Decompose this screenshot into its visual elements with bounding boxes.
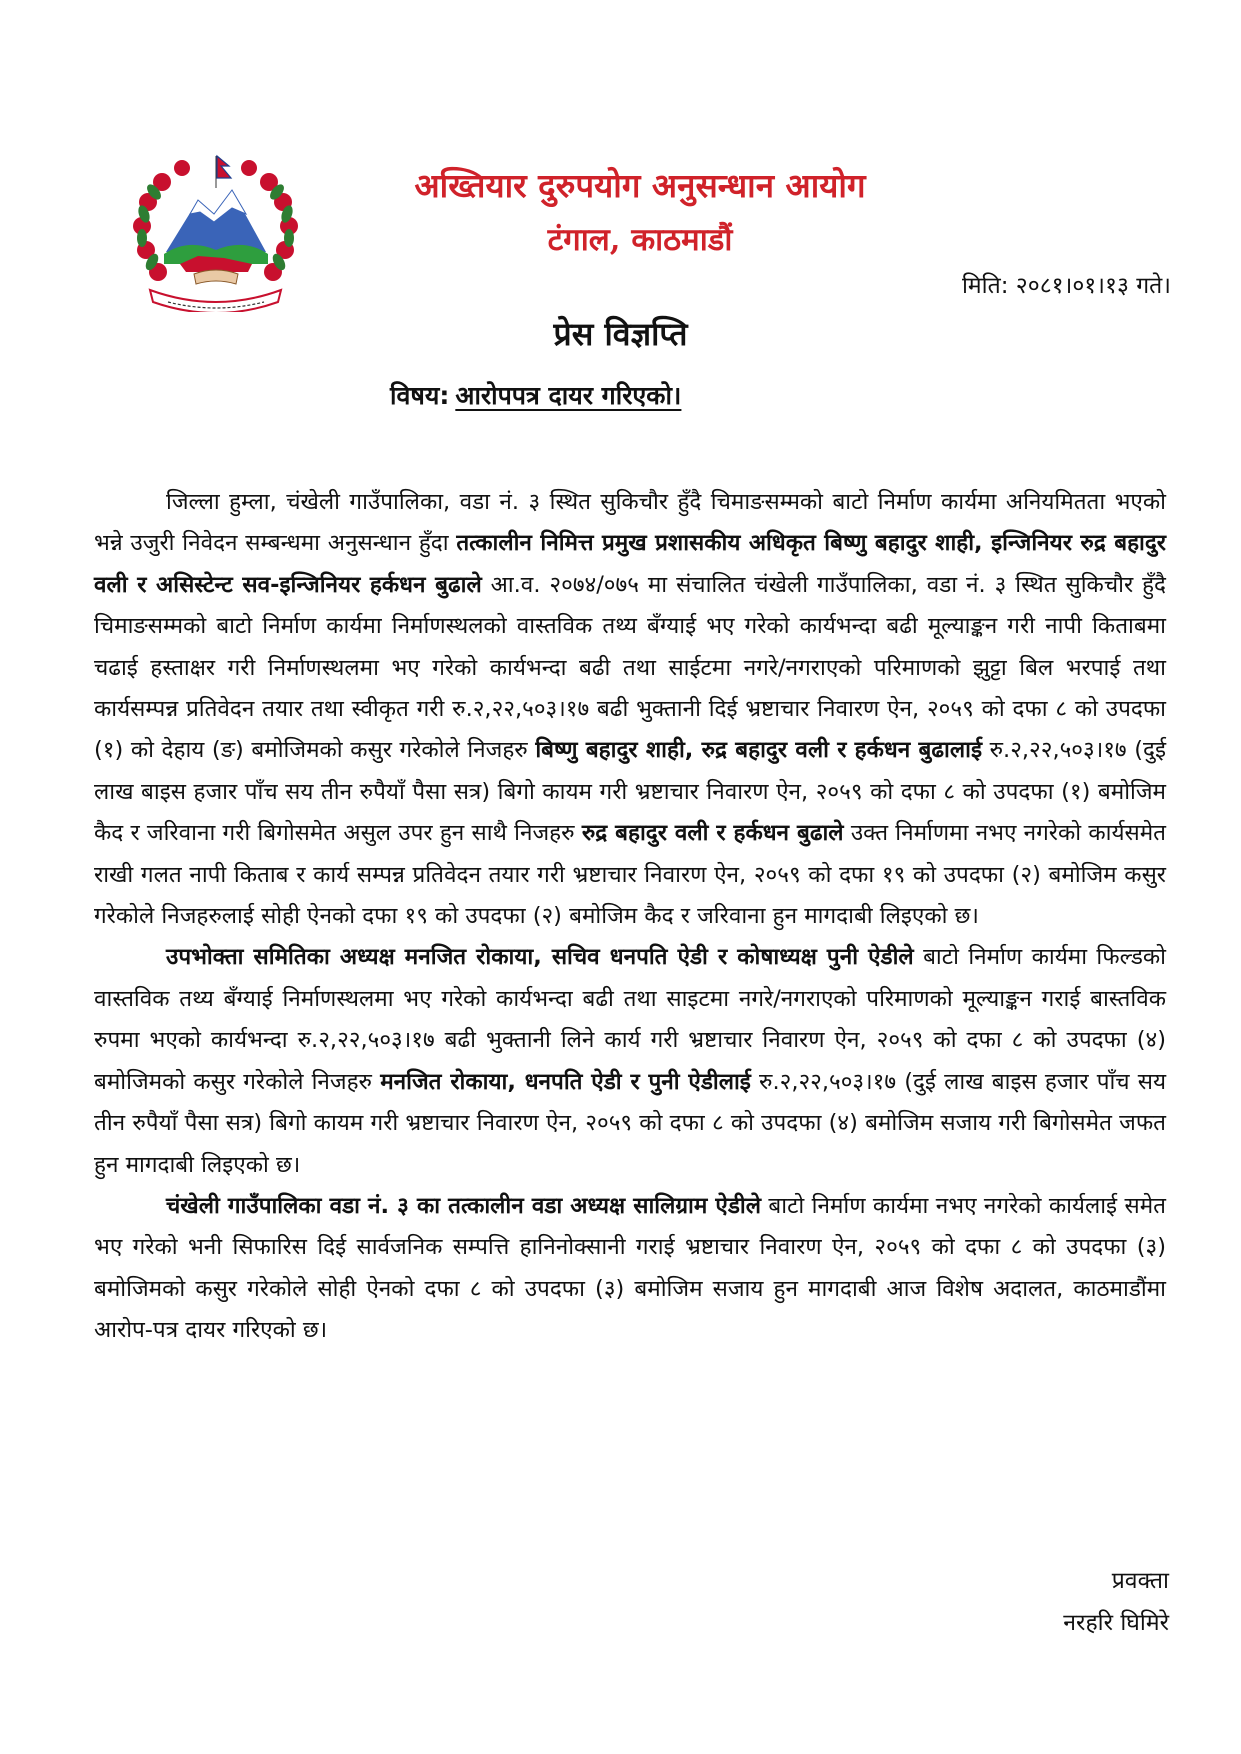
bold-names: तत्कालीन निमित्त प्रमुख प्रशासकीय अधिकृत बिष्णु बहादुर शाही, इन्जिनियर रुद्र बहादुर वली र असिस्टेन्ट सव-इन्जिनियर हर्कधन बुढाले <box>94 530 1166 598</box>
bold-names: उपभोक्ता समितिका अध्यक्ष मनजित रोकाया, सचिव धनपति ऐडी र कोषाध्यक्ष पुनी ऐडीले <box>166 944 914 971</box>
paragraph-text: बाटो निर्माण कार्यमा फिल्डको वास्तविक तथ्य बँग्याई निर्माणस्थलमा भए गरेको कार्यभन्दा बढी तथा साइटमा नगरे/नगराएको परिमाणको मूल्याङ्कन गराई बास्तविक रुपमा भएको कार्यभन्दा रु.२,२२,५०३।१७ बढी भुक्तानी लिने कार्य गरी भ्रष्टाचार निवारण ऐन, २०५९ को दफा ८ को उपदफा (४) बमोजिमको कसुर गरेकोले निजहरु <box>94 944 1166 1095</box>
bold-names: बिष्णु बहादुर शाही, रुद्र बहादुर वली र हर्कधन बुढालाई <box>535 737 982 764</box>
signature-block <box>1063 1560 1169 1644</box>
body-paragraph-1 <box>94 482 1166 937</box>
subject-value: आरोपपत्र दायर गरिएको। <box>455 381 682 410</box>
paragraph-text: रु.२,२२,५०३।१७ (दुई लाख बाइस हजार पाँच सय तीन रुपैयाँ पैसा सत्र) बिगो कायम गरी भ्रष्टाचार निवारण ऐन, २०५९ को दफा ८ को उपदफा (१) बमोजिम कैद र जरिवाना गरी बिगोसमेत असुल उपर हुन साथै निजहरु <box>94 737 1167 847</box>
paragraph-text: जिल्ला हुम्ला, चंखेली गाउँपालिका, वडा नं. ३ स्थित सुकिचौर हुँदै चिमाङसम्मको बाटो निर्माण कार्यमा अनियमितता भएको भन्ने उजुरी निवेदन सम्बन्धमा अनुसन्धान हुँदा <box>94 489 1166 557</box>
bold-names: चंखेली गाउँपालिका वडा नं. ३ का तत्कालीन वडा अध्यक्ष सालिग्राम ऐडीले <box>166 1192 761 1219</box>
paragraph-text: आ.व. २०७४/०७५ मा संचालित चंखेली गाउँपालिका, वडा नं. ३ स्थित सुकिचौर हुँदै चिमाङसम्मको बाटो निर्माण कार्यमा निर्माणस्थलको वास्तविक तथ्य बँग्याई भए गरेको कार्यभन्दा बढी मूल्याङ्कन गरी नापी किताबमा चढाई हस्ताक्षर गरी निर्माणस्थलमा भए गरेको कार्यभन्दा बढी तथा साईटमा नगरे/नगराएको परिमाणको झुट्टा बिल भरपाई तथा कार्यसम्पन्न प्रतिवेदन तयार तथा स्वीकृत गरी रु.२,२२,५०३।१७ बढी भुक्तानी दिई भ्रष्टाचार निवारण ऐन, २०५९ को दफा ८ को उपदफा (१) को देहाय (ङ) बमोजिमको कसुर गरेकोले निजहरु <box>94 571 1166 764</box>
subject-label: विषय: <box>390 381 450 410</box>
nepal-emblem-icon <box>128 152 303 312</box>
document-title: प्रेस विज्ञप्ति <box>553 315 688 353</box>
bold-names: मनजित रोकाया, धनपति ऐडी र पुनी ऐडीलाई <box>380 1068 751 1095</box>
document-date: मिति: २०८१।०१।१३ गते। <box>961 273 1171 299</box>
spokesperson-title: प्रवक्ता <box>1111 1568 1169 1594</box>
spokesperson-name: नरहरि घिमिरे <box>1063 1610 1169 1636</box>
bold-names: रुद्र बहादुर वली र हर्कधन बुढाले <box>581 820 844 847</box>
body-paragraph-2 <box>94 937 1166 1185</box>
paragraph-text: बाटो निर्माण कार्यमा नभए नगरेको कार्यलाई समेत भए गरेको भनी सिफारिस दिई सार्वजनिक सम्पत्ति हानिनोक्सानी गराई भ्रष्टाचार निवारण ऐन, २०५९ को दफा ८ को उपदफा (३) बमोजिमको कसुर गरेकोले सोही ऐनको दफा ८ को उपदफा (३) बमोजिम सजाय हुन मागदाबी आज विशेष अदालत, काठमाडौंमा आरोप-पत्र दायर गरिएको छ। <box>94 1192 1167 1344</box>
organization-name: अख्तियार दुरुपयोग अनुसन्धान आयोग <box>414 166 866 205</box>
organization-location: टंगाल, काठमाडौं <box>547 222 733 258</box>
paragraph-text: उक्त निर्माणमा नभए नगरेको कार्यसमेत राखी गलत नापी किताब र कार्य सम्पन्न प्रतिवेदन तयार गरी भ्रष्टाचार निवारण ऐन, २०५९ को दफा १९ को उपदफा (२) बमोजिम कसुर गरेकोले निजहरुलाई सोही ऐनको दफा १९ को उपदफा (२) बमोजिम कैद र जरिवाना हुन मागदाबी लिइएको छ। <box>94 820 1167 930</box>
body-paragraph-3 <box>94 1186 1166 1352</box>
paragraph-text: रु.२,२२,५०३।१७ (दुई लाख बाइस हजार पाँच सय तीन रुपैयाँ पैसा सत्र) बिगो कायम गरी भ्रष्टाचार निवारण ऐन, २०५९ को दफा ८ को उपदफा (४) बमोजिम सजाय गरी बिगोसमेत जफत हुन मागदाबी लिइएको छ। <box>94 1068 1167 1178</box>
document-body <box>94 482 1166 1352</box>
subject-line <box>390 378 681 412</box>
